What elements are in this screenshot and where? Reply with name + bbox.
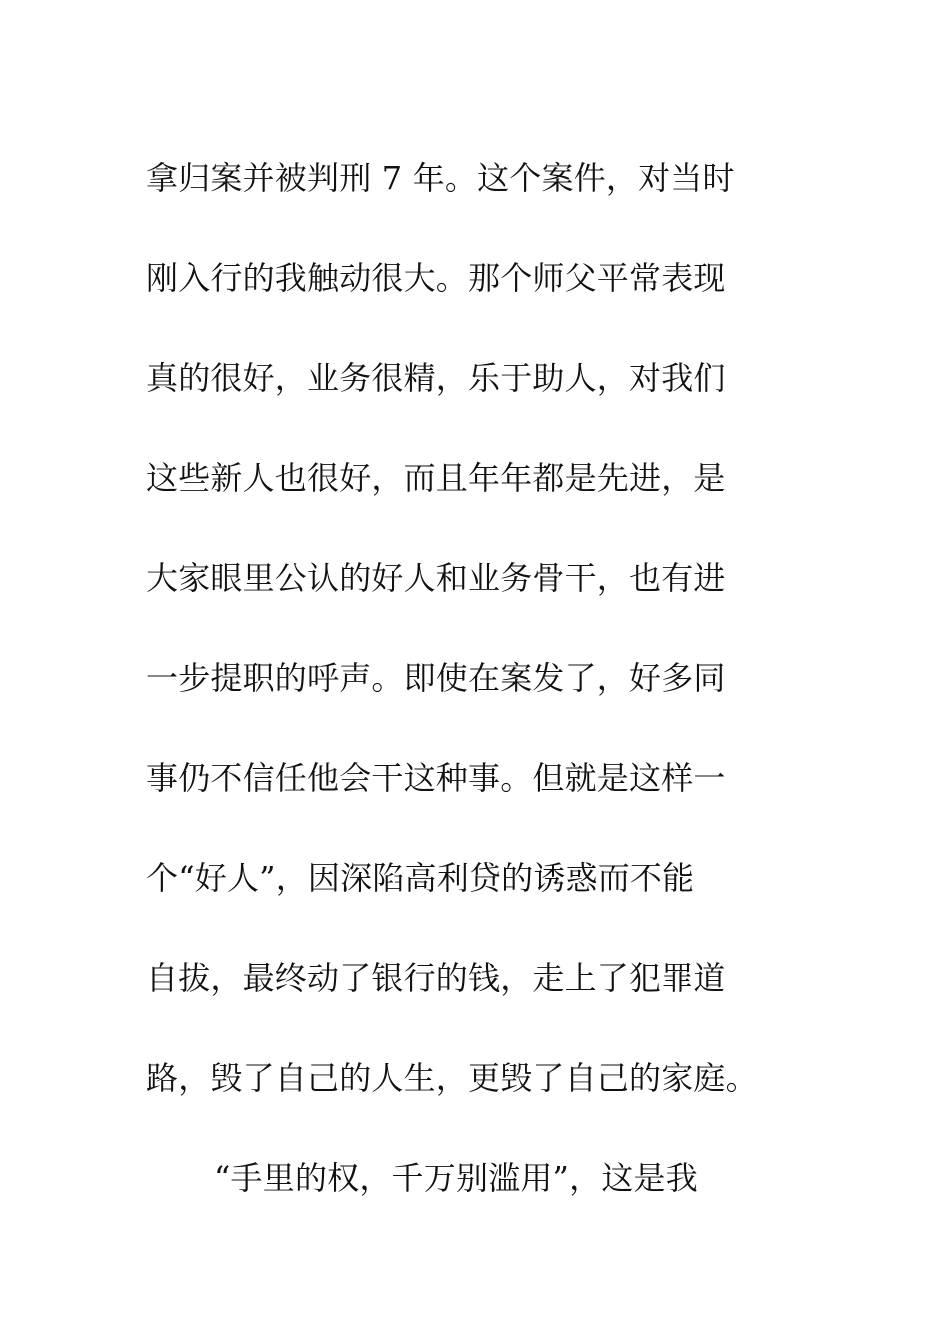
text-line: 个“好人”，因深陷高利贷的诱惑而不能 bbox=[146, 859, 695, 897]
text-line: 路，毁了自己的人生，更毁了自己的家庭。 bbox=[146, 1059, 758, 1097]
text-line: 这些新人也很好，而且年年都是先进，是 bbox=[146, 459, 726, 497]
text-line: 一步提职的呼声。即使在案发了，好多同 bbox=[146, 659, 726, 697]
text-line: 真的很好，业务很精，乐于助人，对我们 bbox=[146, 359, 726, 397]
text-line: 事仍不信任他会干这种事。但就是这样一 bbox=[146, 759, 726, 797]
text-line: 刚入行的我触动很大。那个师父平常表现 bbox=[146, 259, 726, 297]
text-line: 自拔，最终动了银行的钱，走上了犯罪道 bbox=[146, 959, 726, 997]
text-line: 大家眼里公认的好人和业务骨干，也有进 bbox=[146, 559, 726, 597]
paragraph-start-line: “手里的权，千万别滥用”，这是我 bbox=[214, 1159, 698, 1197]
body-text bbox=[146, 128, 846, 1228]
text-line: 拿归案并被判刑 7 年。这个案件，对当时 bbox=[146, 159, 735, 197]
